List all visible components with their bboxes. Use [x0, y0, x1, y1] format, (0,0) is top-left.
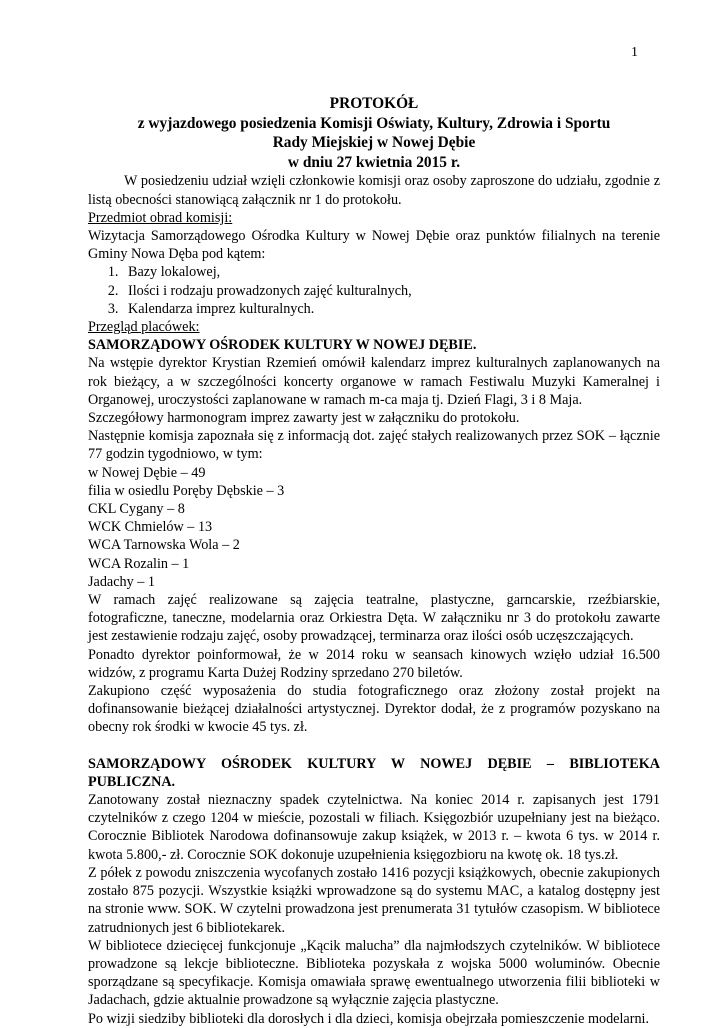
subject-list — [88, 263, 660, 318]
heading-line-date: w dniu 27 kwietnia 2015 r. — [287, 153, 461, 171]
hours-list — [88, 464, 660, 591]
section2-paragraph-children: W bibliotece dziecięcej funkcjonuje „Kącik malucha” dla najmłodszych czytelników. W bibliotece prowadzone są lekcje biblioteczne. Biblioteka pozyskała z wojska 5000 woluminów. Obecnie sporządzane są specyfikacje. Komisja omawiała sprawę ewentualnego utworzenia filii biblioteki w Jadachach, gdzie aktualnie prowadzone są wyłącznie zajęcia plastyczne. — [88, 937, 660, 1009]
hours-item: WCA Tarnowska Wola – 2 — [88, 537, 240, 554]
heading-line-committee: z wyjazdowego posiedzenia Komisji Oświaty, Kultury, Zdrowia i Sportu — [137, 114, 611, 132]
subject-label: Przedmiot obrad komisji: — [88, 209, 233, 226]
intro-paragraph: W posiedzeniu udział wzięli członkowie komisji oraz osoby zaproszone do udziału, zgodnie z listą obecności stanowiącą załącznik nr 1 do protokołu. — [88, 173, 660, 208]
section-spacer — [88, 737, 660, 755]
subject-item: 3. Kalendarza imprez kulturalnych. — [122, 300, 660, 318]
hours-item: WCK Chmielów – 13 — [88, 519, 213, 536]
hours-item: Jadachy – 1 — [88, 573, 155, 590]
hours-item: w Nowej Dębie – 49 — [88, 464, 206, 481]
hours-item: filia w osiedlu Poręby Dębskie – 3 — [88, 482, 285, 499]
section1-paragraph-schedule: Szczegółowy harmonogram imprez zawarty jest w załączniku do protokołu. — [88, 410, 520, 427]
section1-paragraph-funding: Zakupiono część wyposażenia do studia fotograficznego oraz złożony został projekt na dofinansowanie bieżącej działalności artystycznej. Dyrektor dodał, że z programów pozyskano na obecny rok środki w kwocie 45 tys. zł. — [88, 683, 660, 736]
subject-item: 2. Ilości i rodzaju prowadzonych zajęć kulturalnych, — [122, 282, 660, 300]
section2-paragraph-visit: Po wizji siedziby biblioteki dla dorosłych i dla dzieci, komisja obejrzała pomieszczenie modelarni. — [88, 1010, 650, 1027]
section2-paragraph-collection: Z półek z powodu zniszczenia wycofanych zostało 1416 pozycji książkowych, obecnie zakupionych zostało 875 pozycji. Wszystkie książki wprowadzone są do systemu MAC, a katalog dostępny jest na stronie www. SOK. W czytelni prowadzona jest prenumerata 31 tytułów czasopism. W bibliotece zatrudnionych jest 6 bibliotekarek. — [88, 864, 660, 936]
hours-item: CKL Cygany – 8 — [88, 501, 185, 518]
section1-paragraph-classes: Następnie komisja zapoznała się z informacją dot. zajęć stałych realizowanych przez SOK – łącznie 77 godzin tygodniowo, w tym: — [88, 428, 660, 463]
section1-paragraph-calendar: Na wstępie dyrektor Krystian Rzemień omówił kalendarz imprez kulturalnych zaplanowanych na rok bieżący, a w szczególności koncerty organowe w ramach Festiwalu Muzyki Kameralnej i Organowej, uroczystości zaplanowane w ramach m-ca maja tj. Dzień Flagi, 3 i 8 Maja. — [88, 355, 660, 408]
section2-title: SAMORZĄDOWY OŚRODEK KULTURY W NOWEJ DĘBIE – BIBLIOTEKA PUBLICZNA. — [88, 755, 660, 790]
subject-item: 1. Bazy lokalowej, — [122, 263, 660, 281]
section1-title: SAMORZĄDOWY OŚRODEK KULTURY W NOWEJ DĘBIE. — [88, 337, 477, 354]
hours-item: WCA Rozalin – 1 — [88, 555, 190, 572]
section1-paragraph-cinema: Ponadto dyrektor poinformował, że w 2014 roku w seansach kinowych wzięło udział 16.500 widzów, z programu Karta Dużej Rodziny sprzedano 270 biletów. — [88, 646, 660, 681]
heading-title: PROTOKÓŁ — [329, 95, 419, 112]
section1-paragraph-activities: W ramach zajęć realizowane są zajęcia teatralne, plastyczne, garncarskie, rzeźbiarskie, fotograficzne, taneczne, modelarnia oraz Orkiestra Dęta. W załączniku nr 3 do protokołu zawarte jest zestawienie rodzaju zajęć, osoby prowadzącej, terminarza oraz ilości osób uczęszczających. — [88, 592, 660, 645]
page-number: 1 — [631, 45, 638, 60]
section2-paragraph-readers: Zanotowany został nieznaczny spadek czytelnictwa. Na koniec 2014 r. zapisanych jest 1791 czytelników z czego 1204 w mieście, pozostali w filiach. Księgozbiór uzupełniany jest na bieżąco. Corocznie Bibliotek Narodowa dofinansowuje zakup książek, w 2013 r. – kwota 6 tys. w 2014 r. kwota 5.800,- zł. Corocznie SOK dokonuje uzupełnienia księgozbioru na kwotę ok. 18 tys.zł. — [88, 792, 660, 863]
review-label: Przegląd placówek: — [88, 319, 200, 335]
document-heading — [88, 94, 660, 172]
subject-text: Wizytacja Samorządowego Ośrodka Kultury w Nowej Dębie oraz punktów filialnych na terenie Gminy Nowa Dęba pod kątem: — [88, 227, 660, 263]
heading-line-council: Rady Miejskiej w Nowej Dębie — [272, 134, 476, 152]
